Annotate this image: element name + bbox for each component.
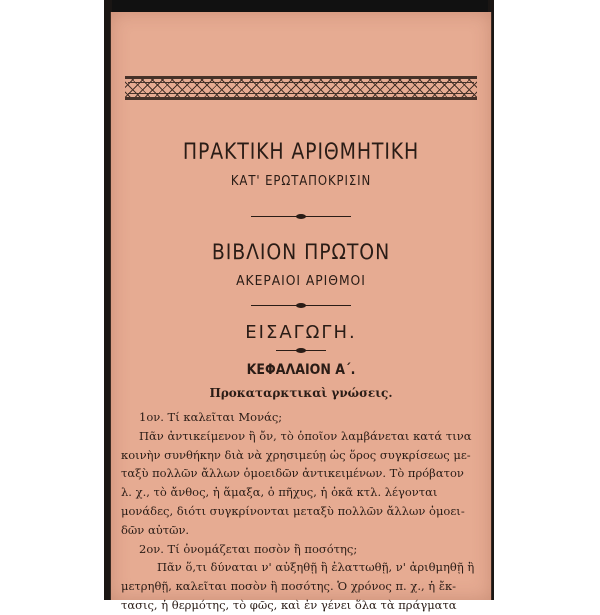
book-subtitle: ΚΑΤ' ΕΡΩΤΑΠΟΚΡΙΣΙΝ <box>230 174 372 189</box>
text-line: ταξὺ πολλῶν ἄλλων ὁμοειδῶν ἀντικειμένων. Τὸ πρόβατον <box>121 466 464 481</box>
text-line: Πᾶν ἀντικείμενον ἢ ὄν, τὸ ὁποῖον λαμβάνεται κατά τινα <box>139 428 472 443</box>
text-line: δῶν αὐτῶν. <box>121 522 190 537</box>
separator-rule <box>251 216 351 217</box>
text-line: μετρηθῇ, καλεῖται ποσὸν ἢ ποσότης. Ὁ χρόνος π. χ., ἡ ἔκ- <box>121 579 457 594</box>
section-heading: Προκαταρκτικαὶ γνώσεις. <box>209 386 393 400</box>
volume-subtitle: ΑΚΕΡΑΙΟΙ ΑΡΙΘΜΟΙ <box>236 274 366 289</box>
separator-rule <box>251 305 351 306</box>
text-line: μονάδες, διότι συγκρίνονται μεταξὺ πολλῶν ἄλλων ὁμοει- <box>121 503 465 518</box>
decorative-header-band-inner <box>128 82 474 94</box>
introduction-heading: ΕΙΣΑΓΩΓΗ. <box>245 322 357 343</box>
volume-title: ΒΙΒΛΙΟΝ ΠΡΩΤΟΝ <box>211 240 391 264</box>
decorative-header-band <box>125 76 477 100</box>
text-line: 2ον. Τί ὀνομάζεται ποσὸν ἢ ποσότης; <box>139 541 358 556</box>
book-title: ΠΡΑΚΤΙΚΗ ΑΡΙΘΜΗΤΙΚΗ <box>182 140 420 165</box>
text-line: τασις, ἡ θερμότης, τὸ φῶς, καὶ ἐν γένει ὅλα τὰ πράγματα <box>121 597 457 612</box>
separator-rule <box>276 350 326 351</box>
chapter-heading: ΚΕΦΑΛΑΙΟΝ Α΄. <box>246 362 356 378</box>
body-text <box>121 408 481 615</box>
text-line: 1ον. Τί καλεῖται Μονάς; <box>139 410 283 424</box>
scan-top-edge <box>110 0 490 12</box>
text-line: κοινὴν συνθήκην διὰ νὰ χρησιμεύῃ ὡς ὅρος συγκρίσεως με- <box>121 447 471 462</box>
text-line: λ. χ., τὸ ἄνθος, ἡ ἅμαξα, ὁ πῆχυς, ἡ ὀκᾶ κτλ. λέγονται <box>121 485 438 500</box>
text-line: Πᾶν ὅ,τι δύναται ν' αὐξηθῇ ἢ ἐλαττωθῇ, ν' ἀριθμηθῇ ἢ <box>157 560 475 575</box>
book-page <box>110 12 492 612</box>
